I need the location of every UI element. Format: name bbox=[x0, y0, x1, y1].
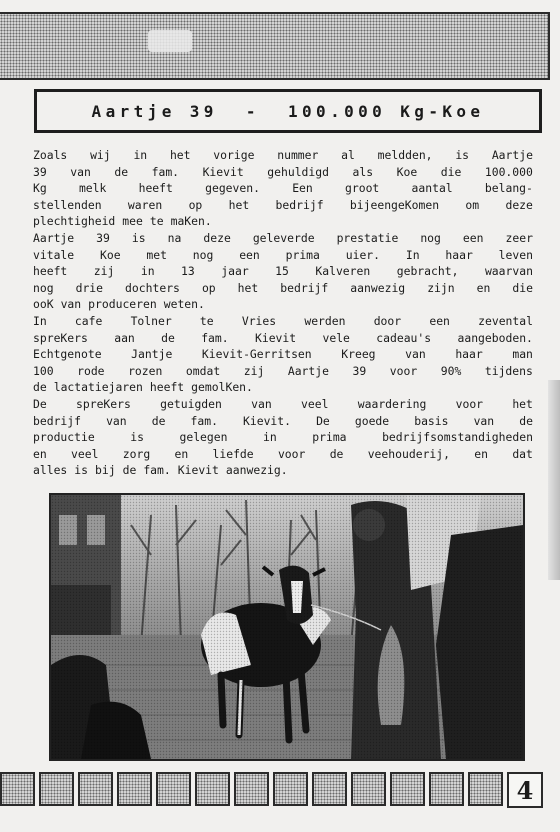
article-word: gemolKen. bbox=[191, 380, 253, 395]
article-word: belang- bbox=[484, 181, 533, 196]
article-word: zorg bbox=[122, 446, 151, 461]
article-word: getuigden bbox=[160, 396, 222, 411]
article-word: de bbox=[33, 380, 47, 395]
article-line bbox=[33, 396, 533, 413]
article-word: omdat bbox=[185, 363, 221, 378]
article-word: waren bbox=[127, 197, 163, 212]
article-word: geleverde bbox=[252, 230, 315, 245]
footer-dot-box bbox=[468, 772, 503, 806]
article-word: waarvan bbox=[484, 264, 533, 279]
article-word: in bbox=[140, 264, 155, 279]
article-word: het bbox=[169, 148, 191, 162]
article-word: veehouderij, bbox=[367, 446, 450, 461]
article-word: man bbox=[512, 347, 533, 362]
article-word: en bbox=[174, 446, 189, 461]
article-word: jaar bbox=[221, 264, 249, 279]
article-word: Kievit-Gerritsen bbox=[201, 347, 312, 362]
footer-dot-box bbox=[156, 772, 191, 806]
header-logo bbox=[148, 30, 192, 52]
article-word: van bbox=[106, 413, 127, 428]
article-word: fam. bbox=[151, 164, 180, 179]
article-word: 100.000 bbox=[484, 164, 533, 179]
article-word: voor bbox=[389, 363, 418, 378]
article-word: nog bbox=[420, 230, 441, 245]
article-word: deze bbox=[505, 197, 533, 212]
article-word: op bbox=[188, 197, 203, 212]
article-word: produceren bbox=[88, 297, 157, 312]
article-word: voor bbox=[455, 396, 484, 411]
article-word: rode bbox=[77, 363, 105, 378]
article-word: het bbox=[237, 280, 259, 295]
footer-dot-box bbox=[273, 772, 308, 806]
article-line bbox=[33, 313, 533, 330]
article-word: in bbox=[133, 148, 148, 162]
article-word: 39 bbox=[96, 230, 110, 245]
article-word: basis bbox=[414, 413, 449, 428]
article-word: 39 bbox=[33, 164, 47, 179]
article-word: zijn bbox=[427, 280, 455, 295]
article-word: haar bbox=[455, 347, 483, 362]
article-word: vele bbox=[322, 330, 350, 345]
article-word: bedrijf bbox=[275, 197, 324, 212]
article-word: De bbox=[316, 413, 330, 428]
article-word: vorige bbox=[213, 148, 255, 162]
article-word: als bbox=[352, 164, 374, 179]
article-word: met bbox=[146, 247, 167, 262]
article-word: fam. bbox=[201, 330, 229, 345]
article-word: bijeengeKomen bbox=[349, 197, 440, 212]
article-word: Aartje bbox=[33, 230, 75, 245]
article-word: productie bbox=[33, 430, 95, 445]
article-line bbox=[33, 446, 533, 463]
article-line bbox=[33, 379, 533, 396]
article-word: zeer bbox=[505, 230, 533, 245]
footer-dot-box bbox=[39, 772, 74, 806]
article-line bbox=[33, 346, 533, 363]
article-word: bedrijfsomstandigheden bbox=[382, 430, 533, 445]
article-word: lactatiejaren bbox=[53, 380, 143, 395]
article-word: Koe bbox=[99, 247, 121, 262]
article-word: Een bbox=[292, 181, 313, 196]
article-word: heeft bbox=[33, 264, 68, 279]
article-word: dat bbox=[512, 446, 533, 461]
article-word: de bbox=[329, 446, 344, 461]
page-number: 4 bbox=[516, 775, 534, 805]
article-word: het bbox=[512, 396, 533, 411]
article-word: Kievit. bbox=[243, 413, 292, 428]
article-word: de bbox=[122, 463, 137, 478]
article-word: na bbox=[167, 230, 182, 245]
article-word: een bbox=[462, 230, 484, 245]
article-word: van bbox=[251, 396, 272, 411]
article-word: mee bbox=[122, 214, 143, 229]
article-word: spreKers bbox=[76, 396, 131, 411]
article-word: aangeboden. bbox=[457, 330, 533, 345]
article-word: veel bbox=[301, 396, 329, 411]
article-word: op bbox=[201, 280, 216, 295]
footer-dot-box bbox=[234, 772, 269, 806]
article-word: aan bbox=[114, 330, 135, 345]
article-word: wij bbox=[90, 148, 111, 162]
footer-dot-strip bbox=[0, 772, 505, 810]
page-edge-shadow bbox=[548, 380, 560, 580]
article-word: ooK bbox=[33, 297, 54, 312]
article-word: heeft bbox=[138, 181, 173, 196]
article-line bbox=[33, 263, 533, 280]
article-word: 15 bbox=[275, 264, 289, 279]
article-word: prestatie bbox=[336, 230, 399, 245]
article-line bbox=[33, 363, 533, 380]
article-word: tijdens bbox=[484, 363, 533, 378]
article-word: gebracht, bbox=[396, 264, 459, 279]
article-word: 90% bbox=[440, 363, 462, 378]
article-word: groot bbox=[345, 181, 380, 196]
article-line bbox=[33, 230, 533, 247]
article-line bbox=[33, 429, 533, 446]
article-word: stellenden bbox=[33, 197, 102, 212]
article-word: om bbox=[465, 197, 480, 212]
article-word: van bbox=[60, 297, 82, 312]
article-title-box bbox=[34, 89, 542, 133]
footer-dot-box bbox=[390, 772, 425, 806]
article-word: In bbox=[405, 247, 420, 262]
article-word: weten. bbox=[163, 297, 205, 312]
article-word: en bbox=[476, 280, 491, 295]
article-word: nummer bbox=[277, 148, 319, 162]
footer-dot-box bbox=[78, 772, 113, 806]
article-word: heeft bbox=[149, 380, 185, 395]
article-word: die bbox=[512, 280, 533, 295]
article-word: van bbox=[70, 164, 91, 179]
article-line bbox=[33, 413, 533, 430]
article-word: 13 bbox=[181, 264, 195, 279]
article-word: cadeau's bbox=[376, 330, 432, 345]
article-word: en bbox=[33, 446, 47, 461]
article-word: Kalveren bbox=[315, 264, 371, 279]
article-line bbox=[33, 330, 533, 347]
article-word: de bbox=[151, 413, 166, 428]
article-word: Kievit bbox=[177, 463, 219, 478]
article-line bbox=[33, 296, 533, 313]
article-word: is bbox=[131, 230, 146, 245]
cow-photo bbox=[49, 493, 525, 761]
article-body bbox=[33, 147, 533, 479]
article-line bbox=[33, 147, 533, 164]
article-word: maKen. bbox=[170, 214, 212, 229]
article-word: gelegen bbox=[179, 430, 228, 445]
article-line bbox=[33, 180, 533, 197]
header-dot-band bbox=[0, 12, 550, 80]
footer-dot-box bbox=[195, 772, 230, 806]
article-word: goede bbox=[354, 413, 390, 428]
article-word: Kreeg bbox=[341, 347, 376, 362]
article-word: liefde bbox=[212, 446, 254, 461]
article-word: zij bbox=[93, 264, 115, 279]
article-word: van bbox=[473, 413, 495, 428]
article-word: Aartje bbox=[287, 363, 329, 378]
article-word: een bbox=[429, 313, 450, 328]
article-word: een bbox=[239, 247, 260, 262]
article-word: is bbox=[130, 430, 144, 445]
article-word: drie bbox=[75, 280, 104, 295]
article-line bbox=[33, 462, 533, 479]
article-word: Kievit bbox=[202, 164, 244, 179]
article-word: aanwezig bbox=[350, 280, 406, 295]
article-word: is bbox=[74, 463, 89, 478]
article-word: bedrijf bbox=[280, 280, 329, 295]
article-word: cafe bbox=[74, 313, 103, 328]
article-word: Tolner bbox=[130, 313, 172, 328]
article-word: plechtigheid bbox=[33, 214, 116, 229]
article-word: spreKers bbox=[33, 330, 88, 345]
article-word: De bbox=[33, 396, 47, 411]
article-line bbox=[33, 197, 533, 214]
article-word: leven bbox=[498, 247, 533, 262]
article-word: 100 bbox=[33, 363, 54, 378]
article-word: al bbox=[341, 148, 355, 162]
article-line bbox=[33, 213, 533, 230]
article-word: het bbox=[228, 197, 250, 212]
article-word: prima bbox=[285, 247, 320, 262]
article-word: gehuldigd bbox=[267, 164, 329, 179]
article-line bbox=[33, 164, 533, 181]
article-word: bedrijf bbox=[33, 413, 82, 428]
article-word: alles bbox=[33, 463, 68, 478]
footer-dot-box bbox=[0, 772, 35, 806]
article-word: 39 bbox=[352, 363, 367, 378]
article-word: nog bbox=[33, 280, 54, 295]
article-word: waardering bbox=[357, 396, 427, 411]
footer-dot-box bbox=[117, 772, 152, 806]
article-word: prima bbox=[312, 430, 347, 445]
article-word: fam. bbox=[190, 413, 218, 428]
page-number-box bbox=[507, 772, 543, 808]
article-word: rozen bbox=[128, 363, 163, 378]
article-word: die bbox=[440, 164, 462, 179]
article-word: in bbox=[263, 430, 277, 445]
article-word: gegeven. bbox=[205, 181, 260, 196]
article-word: te bbox=[199, 313, 214, 328]
article-word: en bbox=[474, 446, 489, 461]
article-word: door bbox=[373, 313, 402, 328]
article-word: te bbox=[149, 214, 164, 229]
article-word: van bbox=[405, 347, 426, 362]
article-word: In bbox=[33, 313, 47, 328]
article-word: Echtgenote bbox=[33, 347, 102, 362]
article-word: Zoals bbox=[33, 148, 68, 162]
article-word: uier. bbox=[345, 247, 381, 262]
article-word: Jantje bbox=[131, 347, 173, 362]
article-word: aantal bbox=[411, 181, 453, 196]
article-word: meldden, bbox=[377, 148, 433, 162]
article-line bbox=[33, 280, 533, 297]
article-word: Koe bbox=[396, 164, 418, 179]
article-word: melk bbox=[78, 181, 107, 196]
article-word: bij bbox=[95, 463, 116, 478]
footer-dot-box bbox=[312, 772, 347, 806]
article-word: haar bbox=[445, 247, 473, 262]
article-line bbox=[33, 247, 533, 264]
article-word: aanwezig. bbox=[225, 463, 288, 478]
article-title: Aartje 39 - 100.000 Kg-Koe bbox=[91, 101, 485, 121]
article-word: Aartje bbox=[491, 148, 533, 162]
article-word: is bbox=[455, 148, 470, 162]
article-word: voor bbox=[277, 446, 306, 461]
article-word: de bbox=[114, 164, 129, 179]
article-word: vitale bbox=[33, 247, 75, 262]
footer-dot-box bbox=[351, 772, 386, 806]
article-word: de bbox=[161, 330, 175, 345]
article-word: Kievit bbox=[254, 330, 297, 345]
article-word: Kg bbox=[33, 181, 47, 196]
cow-photo-image bbox=[51, 495, 523, 759]
article-word: zevental bbox=[478, 313, 533, 328]
article-word: Vries bbox=[241, 313, 277, 328]
article-word: zij bbox=[243, 363, 265, 378]
article-word: fam. bbox=[143, 463, 171, 478]
article-word: de bbox=[519, 413, 533, 428]
article-word: werden bbox=[304, 313, 346, 328]
article-word: veel bbox=[71, 446, 99, 461]
article-word: nog bbox=[192, 247, 214, 262]
article-word: deze bbox=[203, 230, 231, 245]
footer-dot-box bbox=[429, 772, 464, 806]
article-word: dochters bbox=[125, 280, 180, 295]
